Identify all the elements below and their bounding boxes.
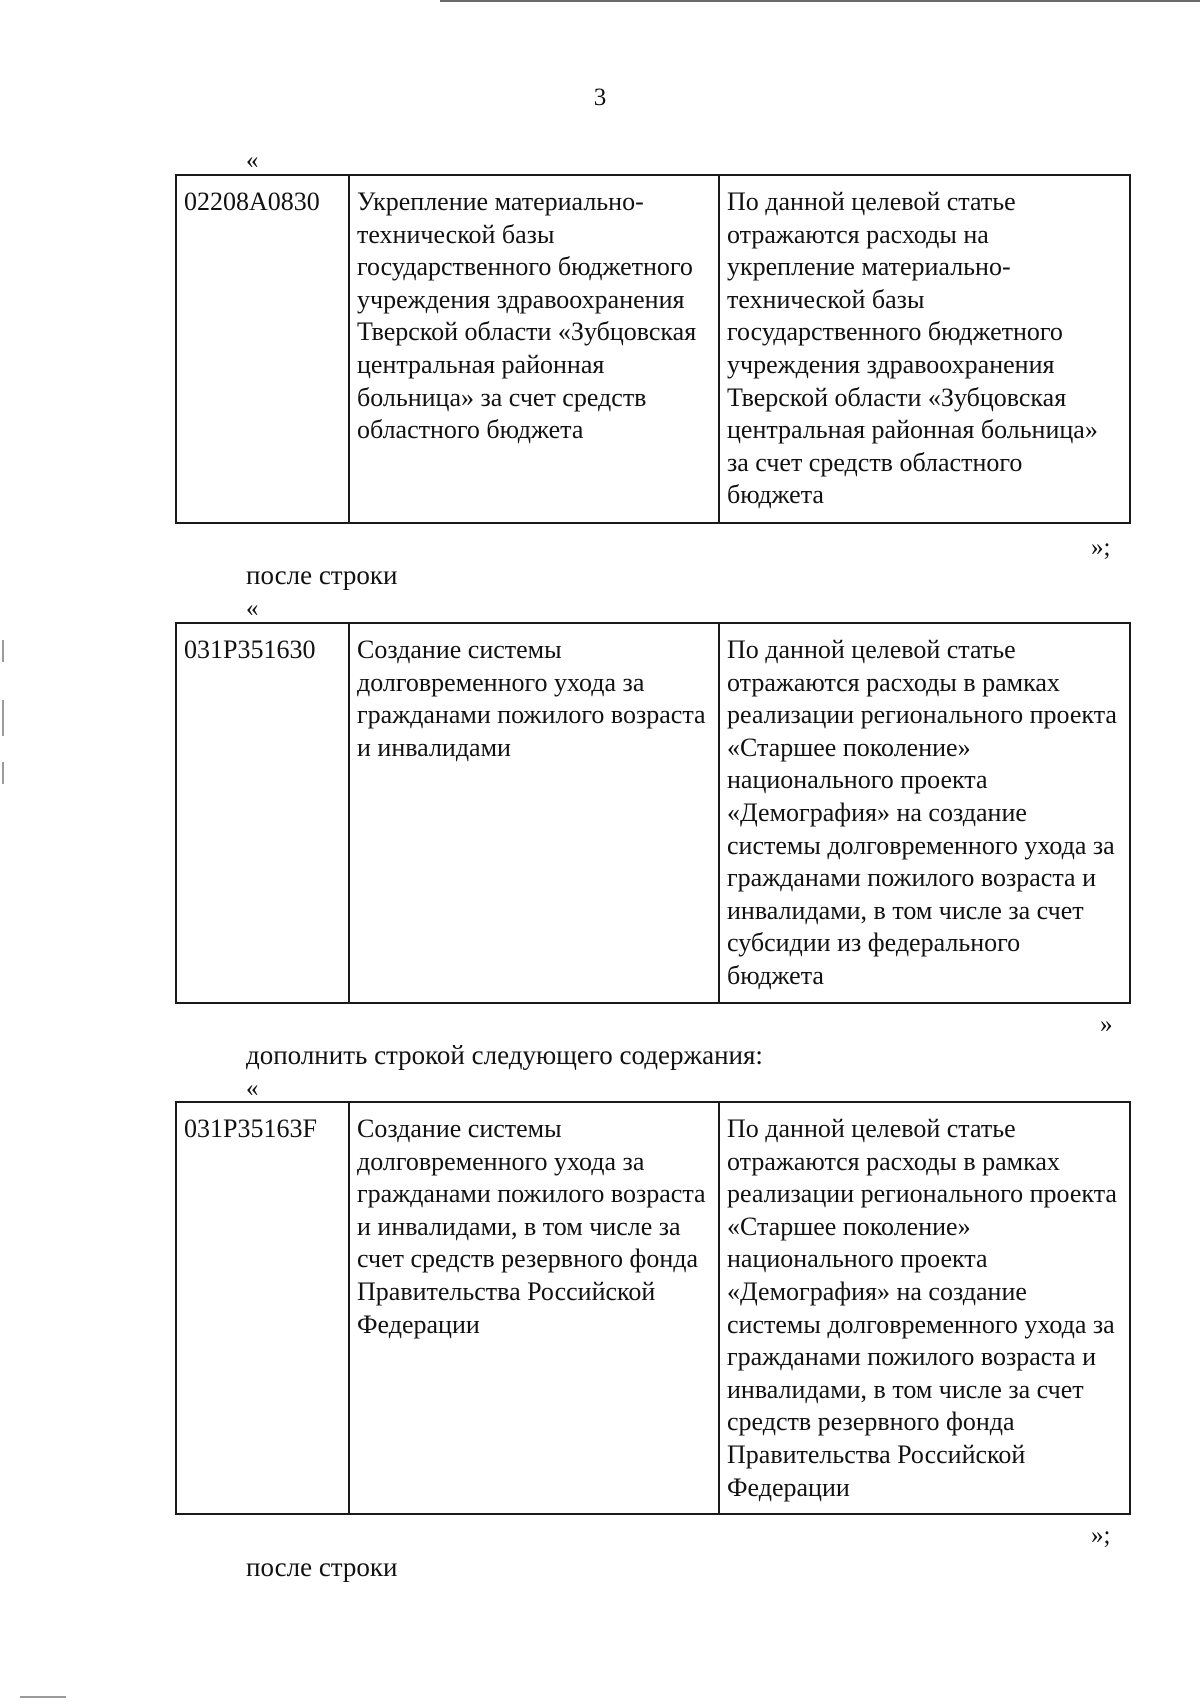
name-cell: Укрепление материально-технической базы государственного бюджетного учреждения здравоохранения Тверской области «Зубцовская центральная районная больница» за счет средств областного бюджета — [349, 175, 719, 523]
scan-mark — [2, 700, 4, 736]
name-cell: Создание системы долговременного ухода за гражданами пожилого возраста и инвалидами, в том числе за счет средств резервного фонда Правительства Российской Федерации — [349, 1102, 719, 1514]
scan-mark — [2, 762, 4, 784]
code-table — [175, 1101, 1131, 1515]
page-number: 3 — [593, 84, 607, 111]
scan-edge — [440, 0, 1200, 2]
close-quote: » — [1100, 1011, 1113, 1038]
close-quote: »; — [1091, 534, 1111, 561]
code-cell: 031P35163F — [176, 1102, 349, 1514]
instruction-text: после строки — [246, 1552, 398, 1582]
close-quote: »; — [1091, 1522, 1111, 1549]
name-cell: Создание системы долговременного ухода за гражданами пожилого возраста и инвалидами — [349, 623, 719, 1003]
scan-mark — [2, 640, 4, 662]
code-table — [175, 174, 1131, 524]
open-quote: « — [246, 147, 259, 174]
open-quote: « — [246, 595, 259, 622]
description-cell: По данной целевой статье отражаются расходы в рамках реализации регионального проекта «Старшее поколение» национального проекта «Демография» на создание системы долговременного ухода за гражданами пожилого возраста и инвалидами, в том числе за счет средств резервного фонда Правительства Российской Федерации — [719, 1102, 1130, 1514]
table-row — [176, 623, 1130, 1003]
description-cell: По данной целевой статье отражаются расходы в рамках реализации регионального проекта «Старшее поколение» национального проекта «Демография» на создание системы долговременного ухода за гражданами пожилого возраста и инвалидами, в том числе за счет субсидии из федерального бюджета — [719, 623, 1130, 1003]
table-row — [176, 175, 1130, 523]
code-table — [175, 622, 1131, 1004]
open-quote: « — [246, 1075, 259, 1102]
scan-mark — [20, 1696, 66, 1698]
instruction-text: дополнить строкой следующего содержания: — [246, 1040, 763, 1070]
instruction-text: после строки — [246, 560, 398, 590]
code-cell: 02208A0830 — [176, 175, 349, 523]
table-row — [176, 1102, 1130, 1514]
code-cell: 031P351630 — [176, 623, 349, 1003]
description-cell: По данной целевой статье отражаются расходы на укрепление материально-технической базы государственного бюджетного учреждения здравоохранения Тверской области «Зубцовская центральная районная больница» за счет средств областного бюджета — [719, 175, 1130, 523]
